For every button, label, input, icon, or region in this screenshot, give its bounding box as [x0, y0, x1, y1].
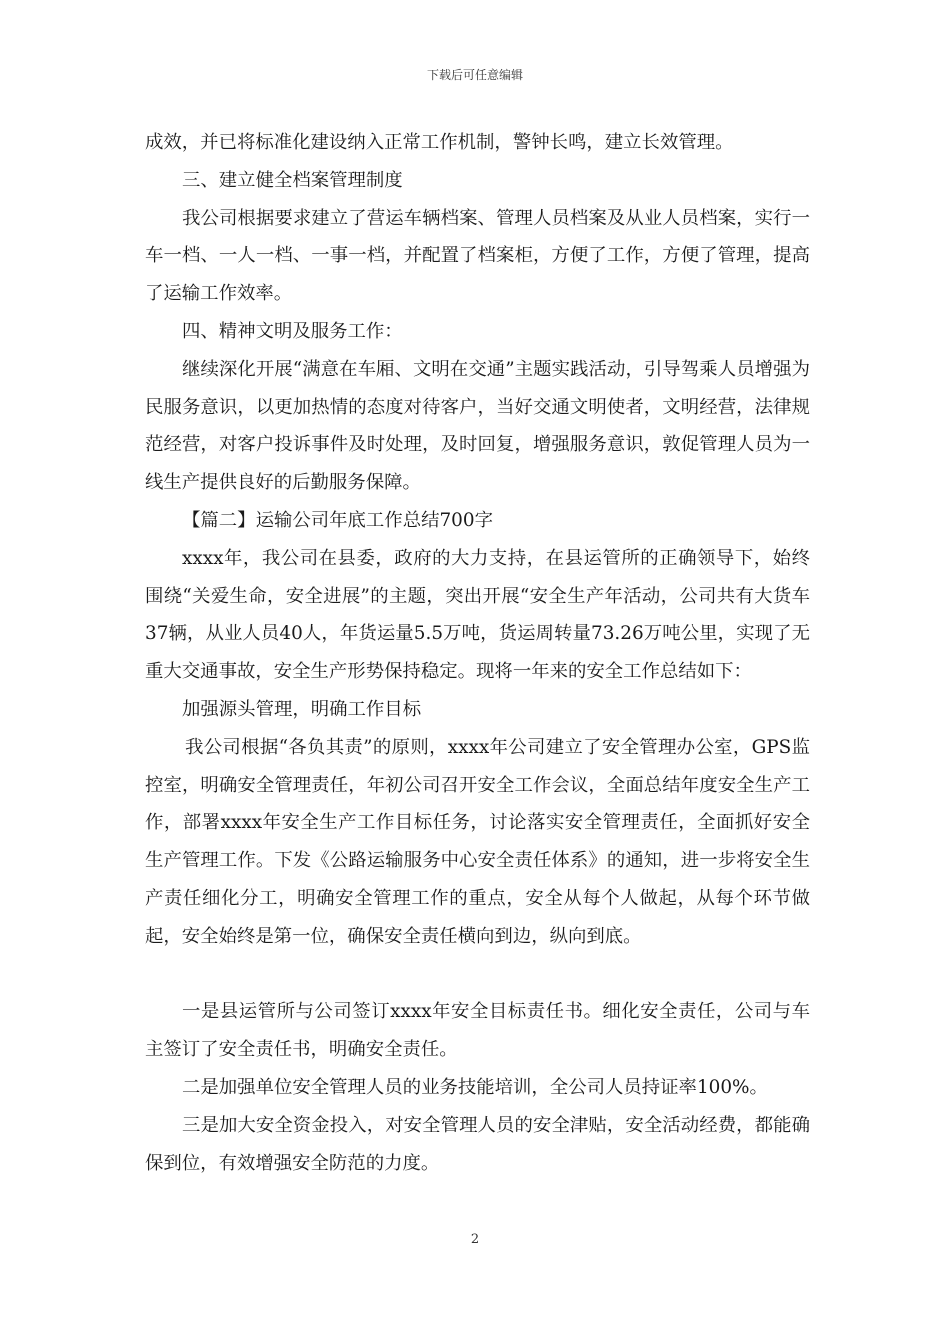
- paragraph-point-three: 三是加大安全资金投入，对安全管理人员的安全津贴，安全活动经费，都能确保到位，有效增强安全防范的力度。: [145, 1114, 810, 1174]
- section-heading-civilization: 四、精神文明及服务工作：: [182, 320, 403, 342]
- paragraph-intro: xxxx年，我公司在县委，政府的大力支持，在县运管所的正确领导下，始终围绕“关爱生命，安全进展”的主题，突出开展“安全生产年活动，公司共有大货车37辆，从业人员40人，年货运量5.5万吨，货运周转量73.26万吨公里，实现了无重大交通事故，安全生产形势保持稳定。现将一年来的安全工作总结如下：: [145, 547, 810, 683]
- page-number: 2: [470, 1232, 480, 1247]
- document-body: [145, 124, 810, 1182]
- paragraph-point-two: 二是加强单位安全管理人员的业务技能培训，全公司人员持证率100%。: [182, 1076, 768, 1098]
- section-heading-archives: 三、建立健全档案管理制度: [182, 169, 403, 191]
- section-heading-source-management: 加强源头管理，明确工作目标: [182, 698, 422, 720]
- article-heading-part-two: 【篇二】运输公司年底工作总结700字: [182, 509, 493, 531]
- blank-line: [145, 956, 810, 994]
- paragraph-civilization: 继续深化开展“满意在车厢、文明在交通”主题实践活动，引导驾乘人员增强为民服务意识，以更加热情的态度对待客户，当好交通文明使者，文明经营，法律规范经营，对客户投诉事件及时处理，及时回复，增强服务意识，敦促管理人员为一线生产提供良好的后勤服务保障。: [145, 358, 810, 494]
- header-note: 下载后可任意编辑: [426, 68, 523, 82]
- paragraph-archives: 我公司根据要求建立了营运车辆档案、管理人员档案及从业人员档案，实行一车一档、一人一档、一事一档，并配置了档案柜，方便了工作，方便了管理，提高了运输工作效率。: [145, 207, 810, 305]
- paragraph-responsibility: 我公司根据“各负其责”的原则，xxxx年公司建立了安全管理办公室，GPS监控室，明确安全管理责任，年初公司召开安全工作会议，全面总结年度安全生产工作，部署xxxx年安全生产工作目标任务，讨论落实安全管理责任，全面抓好安全生产管理工作。下发《公路运输服务中心安全责任体系》的通知，进一步将安全生产责任细化分工，明确安全管理工作的重点，安全从每个人做起，从每个环节做起，安全始终是第一位，确保安全责任横向到边，纵向到底。: [145, 736, 810, 947]
- paragraph-point-one: 一是县运管所与公司签订xxxx年安全目标责任书。细化安全责任，公司与车主签订了安全责任书，明确安全责任。: [145, 1001, 810, 1061]
- paragraph-continuation: 成效，并已将标准化建设纳入正常工作机制，警钟长鸣，建立长效管理。: [145, 132, 734, 153]
